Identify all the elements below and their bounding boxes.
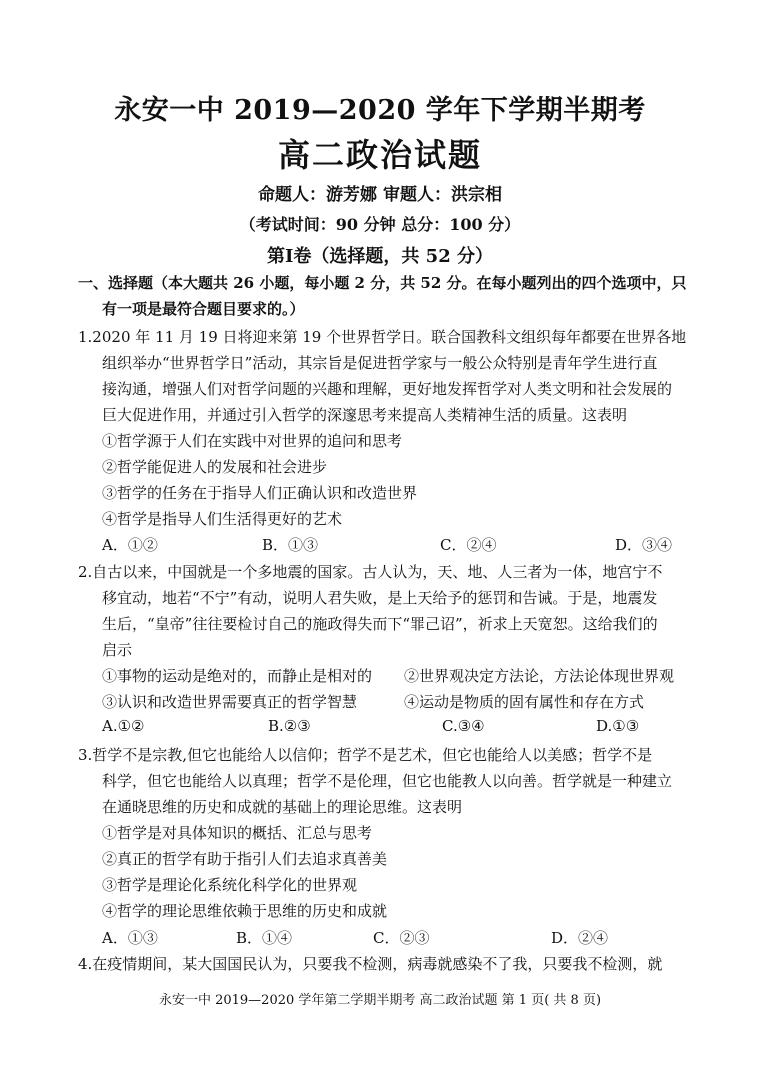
q2-stem-line3: 生后，“皇帝”往往要检讨自己的施政得失而下“罪己诏”，祈求上天宽恕。这给我们的 bbox=[102, 615, 658, 633]
q1-stem-line4: 巨大促进作用，并通过引入哲学的深邃思考来提高人类精神生活的质量。这表明 bbox=[102, 406, 628, 424]
q2-item-3: ③认识和改造世界需要真正的哲学智慧 bbox=[102, 693, 358, 711]
q1-item-3: ③哲学的任务在于指导人们正确认识和改造世界 bbox=[102, 484, 418, 502]
q2-option-c: C.③④ bbox=[442, 717, 485, 735]
q1-option-d: D．③④ bbox=[615, 536, 673, 554]
q3-option-d: D．②④ bbox=[551, 929, 609, 947]
q2-option-d: D.①③ bbox=[596, 717, 640, 735]
q1-option-a: A．①② bbox=[102, 536, 158, 554]
q2-item-1: ①事物的运动是绝对的，而静止是相对的 bbox=[102, 667, 373, 685]
q3-stem-line1: 3.哲学不是宗教,但它也能给人以信仰；哲学不是艺术，但它也能给人以美感；哲学不是 bbox=[78, 746, 653, 764]
q3-item-4: ④哲学的理论思维依赖于思维的历史和成就 bbox=[102, 902, 388, 920]
q1-item-2: ②哲学能促进人的发展和社会进步 bbox=[102, 458, 328, 476]
q2-option-a: A.①② bbox=[102, 717, 145, 735]
q3-stem-line3: 在通晓思维的历史和成就的基础上的理论思维。这表明 bbox=[102, 798, 463, 816]
part-heading: 第Ⅰ卷（选择题，共 52 分） bbox=[266, 246, 493, 267]
q1-stem-line1: 1.2020 年 11 月 19 日将迎来第 19 个世界哲学日。联合国教科文组织每年都要在世界各地 bbox=[78, 328, 687, 346]
q1-option-b: B．①③ bbox=[262, 536, 319, 554]
q3-stem-line2: 科学，但它也能给人以真理；哲学不是伦理，但它也能教人以向善。哲学就是一种建立 bbox=[102, 772, 673, 790]
q1-option-c: C．②④ bbox=[440, 536, 497, 554]
q2-option-b: B.②③ bbox=[268, 717, 311, 735]
exam-title: 永安一中 2019—2020 学年下学期半期考 bbox=[114, 95, 646, 126]
exam-authors: 命题人：游芳娜 审题人：洪宗相 bbox=[258, 185, 502, 205]
q3-item-1: ①哲学是对具体知识的概括、汇总与思考 bbox=[102, 824, 373, 842]
q3-option-a: A．①③ bbox=[102, 929, 158, 947]
q2-item-2: ②世界观决定方法论，方法论体现世界观 bbox=[404, 667, 675, 685]
q3-option-b: B．①④ bbox=[236, 929, 293, 947]
exam-time-score: （考试时间：90 分钟 总分：100 分） bbox=[239, 215, 521, 234]
page-footer: 永安一中 2019—2020 学年第二学期半期考 高二政治试题 第 1 页( 共 8 页) bbox=[158, 993, 602, 1008]
q1-item-4: ④哲学是指导人们生活得更好的艺术 bbox=[102, 510, 343, 528]
q3-item-3: ③哲学是理论化系统化科学化的世界观 bbox=[102, 876, 358, 894]
q4-stem-line1: 4.在疫情期间，某大国国民认为，只要我不检测，病毒就感染不了我，只要我不检测，就 bbox=[78, 955, 663, 973]
q2-stem-line4: 启示 bbox=[102, 641, 133, 659]
section-instruction-line1: 一、选择题（本大题共 26 小题，每小题 2 分，共 52 分。在每小题列出的四个选项中，只 bbox=[78, 274, 687, 292]
section-instruction-line2: 有一项是最符合题目要求的。） bbox=[102, 300, 305, 318]
q1-stem-line3: 接沟通，增强人们对哲学问题的兴趣和理解，更好地发挥哲学对人类文明和社会发展的 bbox=[102, 380, 673, 398]
q2-stem-line1: 2.自古以来，中国就是一个多地震的国家。古人认为，天、地、人三者为一体，地宫宁不 bbox=[78, 563, 663, 581]
exam-subtitle: 高二政治试题 bbox=[277, 136, 482, 174]
q3-item-2: ②真正的哲学有助于指引人们去追求真善美 bbox=[102, 850, 388, 868]
q2-stem-line2: 移宜动，地若“不宁”有动，说明人君失败，是上天给予的惩罚和告诫。于是，地震发 bbox=[102, 589, 658, 607]
q2-item-4: ④运动是物质的固有属性和存在方式 bbox=[404, 693, 645, 711]
q1-item-1: ①哲学源于人们在实践中对世界的追问和思考 bbox=[102, 432, 403, 450]
q1-stem-line2: 组织举办“世界哲学日”活动，其宗旨是促进哲学家与一般公众特别是青年学生进行直 bbox=[102, 354, 658, 372]
q3-option-c: C．②③ bbox=[373, 929, 430, 947]
